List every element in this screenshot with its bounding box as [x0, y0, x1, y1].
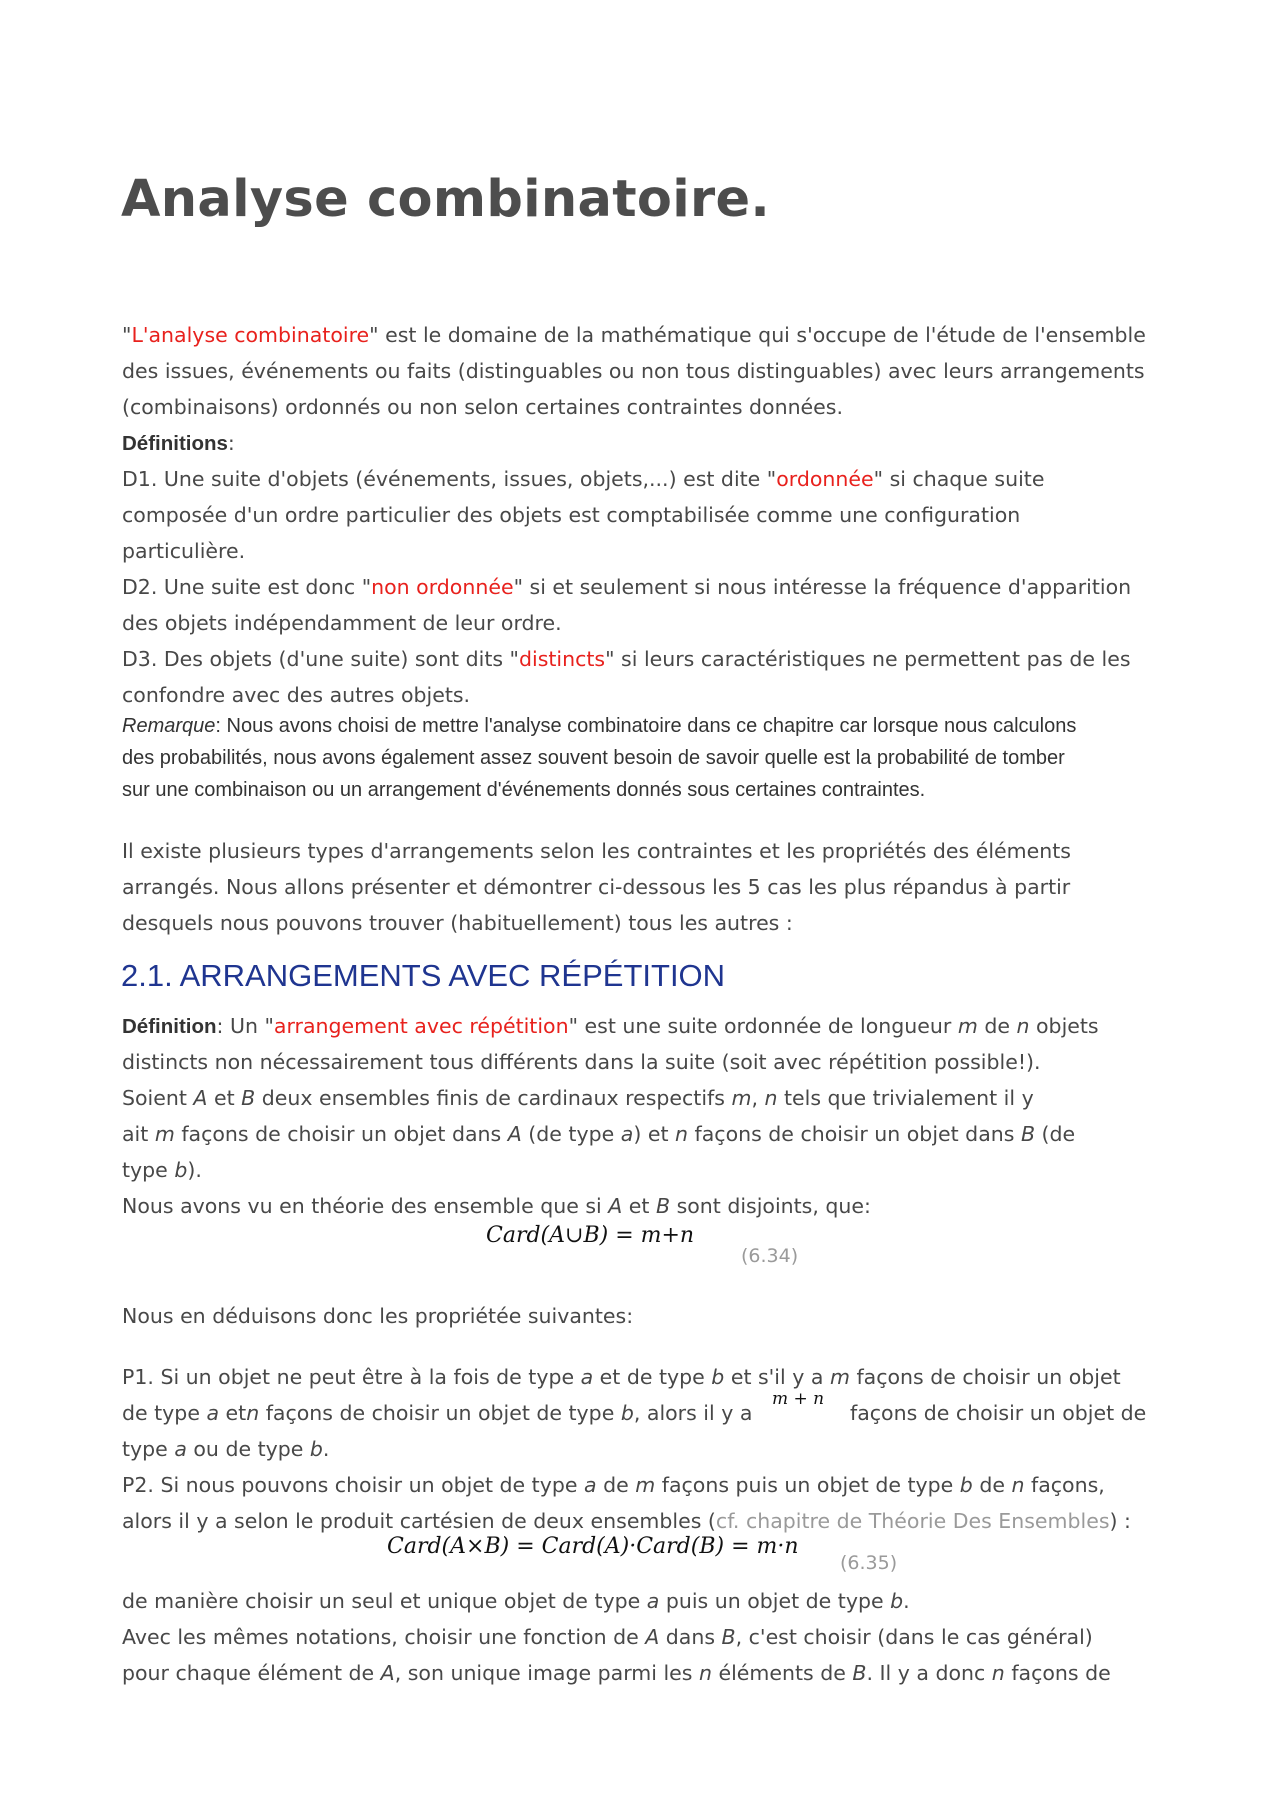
formula-card-product: Card(A×B) = Card(A)·Card(B) = m·n	[387, 1534, 799, 1559]
section-title: 2.1. ARRANGEMENTS AVEC RÉPÉTITION	[121, 958, 726, 993]
deduce-line: Nous en déduisons donc les propriétée suivantes:	[122, 1304, 634, 1328]
types-line-1: Il existe plusieurs types d'arrangements selon les contraintes et les propriétés des éléments	[122, 839, 1071, 863]
chapter-reference-link[interactable]: cf. chapitre de Théorie Des Ensembles	[715, 1509, 1110, 1533]
remark-line-1: Remarque: Nous avons choisi de mettre l'analyse combinatoire dans ce chapitre car lorsque nous calculons	[122, 715, 1077, 737]
fonction-line-1: Avec les mêmes notations, choisir une fonction de A dans B, c'est choisir (dans le cas général)	[122, 1625, 1093, 1649]
term-ordonnee: ordonnée	[776, 467, 874, 491]
intro-line-2: des issues, événements ou faits (distinguables ou non tous distinguables) avec leurs arrangements	[122, 359, 1145, 383]
page-title: Analyse combinatoire.	[121, 170, 771, 229]
term-arrangement-avec-repetition: arrangement avec répétition	[273, 1014, 569, 1038]
types-line-2: arrangés. Nous allons présenter et démontrer ci-dessous les 5 cas les plus répandus à partir	[122, 875, 1071, 899]
formula-card-union: Card(A∪B) = m+n	[486, 1223, 695, 1248]
p1-line-3: type a ou de type b.	[122, 1437, 330, 1461]
p2-line-1: P2. Si nous pouvons choisir un objet de type a de m façons puis un objet de type b de n façons,	[122, 1473, 1105, 1497]
remark-label: Remarque	[122, 715, 216, 737]
equation-number-635: (6.35)	[840, 1552, 898, 1574]
definition-line-1: Définition: Un "arrangement avec répétition" est une suite ordonnée de longueur m de n objets	[122, 1014, 1099, 1038]
p1-line-2-end: façons de choisir un objet de	[850, 1401, 1147, 1425]
intro-line-1: "L'analyse combinatoire" est le domaine de la mathématique qui s'occupe de l'étude de l'ensemble	[122, 323, 1146, 347]
p2-line-2: alors il y a selon le produit cartésien de deux ensembles (cf. chapitre de Théorie Des Ensembles) :	[122, 1509, 1131, 1533]
equation-number-634: (6.34)	[741, 1245, 799, 1267]
definition-line-2: distincts non nécessairement tous différents dans la suite (soit avec répétition possible!).	[122, 1050, 1041, 1074]
p1-line-1: P1. Si un objet ne peut être à la fois de type a et de type b et s'il y a m façons de choisir un objet	[122, 1365, 1121, 1389]
d2-line-1: D2. Une suite est donc "non ordonnée" si et seulement si nous intéresse la fréquence d'apparition	[122, 575, 1132, 599]
soient-line-2: ait m façons de choisir un objet dans A (de type a) et n façons de choisir un objet dans B (de	[122, 1122, 1076, 1146]
d2-line-2: des objets indépendamment de leur ordre.	[122, 611, 562, 635]
remark-line-2: des probabilités, nous avons également assez souvent besoin de savoir quelle est la probabilité de tomber	[122, 747, 1065, 769]
definitions-heading: Définitions:	[122, 431, 235, 455]
d3-line-2: confondre avec des autres objets.	[122, 683, 471, 707]
d1-line-3: particulière.	[122, 539, 246, 563]
maniere-line: de manière choisir un seul et unique objet de type a puis un objet de type b.	[122, 1589, 910, 1613]
soient-line-3: type b).	[122, 1158, 202, 1182]
types-line-3: desquels nous pouvons trouver (habituellement) tous les autres :	[122, 911, 793, 935]
p1-line-2: de type a etn façons de choisir un objet de type b, alors il y a	[122, 1401, 753, 1425]
remark-line-3: sur une combinaison ou un arrangement d'événements donnés sous certaines contraintes.	[122, 779, 926, 801]
d3-line-1: D3. Des objets (d'une suite) sont dits "distincts" si leurs caractéristiques ne permettent pas de les	[122, 647, 1131, 671]
term-non-ordonnee: non ordonnée	[371, 575, 514, 599]
d1-line-1: D1. Une suite d'objets (événements, issues, objets,...) est dite "ordonnée" si chaque suite	[122, 467, 1045, 491]
term-analyse-combinatoire: L'analyse combinatoire	[131, 323, 370, 347]
disjoint-line: Nous avons vu en théorie des ensemble que si A et B sont disjoints, que:	[122, 1194, 871, 1218]
soient-line-1: Soient A et B deux ensembles finis de cardinaux respectifs m, n tels que trivialement il y	[122, 1086, 1034, 1110]
d1-line-2: composée d'un ordre particulier des objets est comptabilisée comme une configuration	[122, 503, 1021, 527]
fonction-line-2: pour chaque élément de A, son unique image parmi les n éléments de B. Il y a donc n façons de	[122, 1661, 1111, 1685]
intro-line-3: (combinaisons) ordonnés ou non selon certaines contraintes données.	[122, 395, 843, 419]
formula-m-plus-n: m + n	[772, 1389, 825, 1409]
term-distincts: distincts	[519, 647, 606, 671]
